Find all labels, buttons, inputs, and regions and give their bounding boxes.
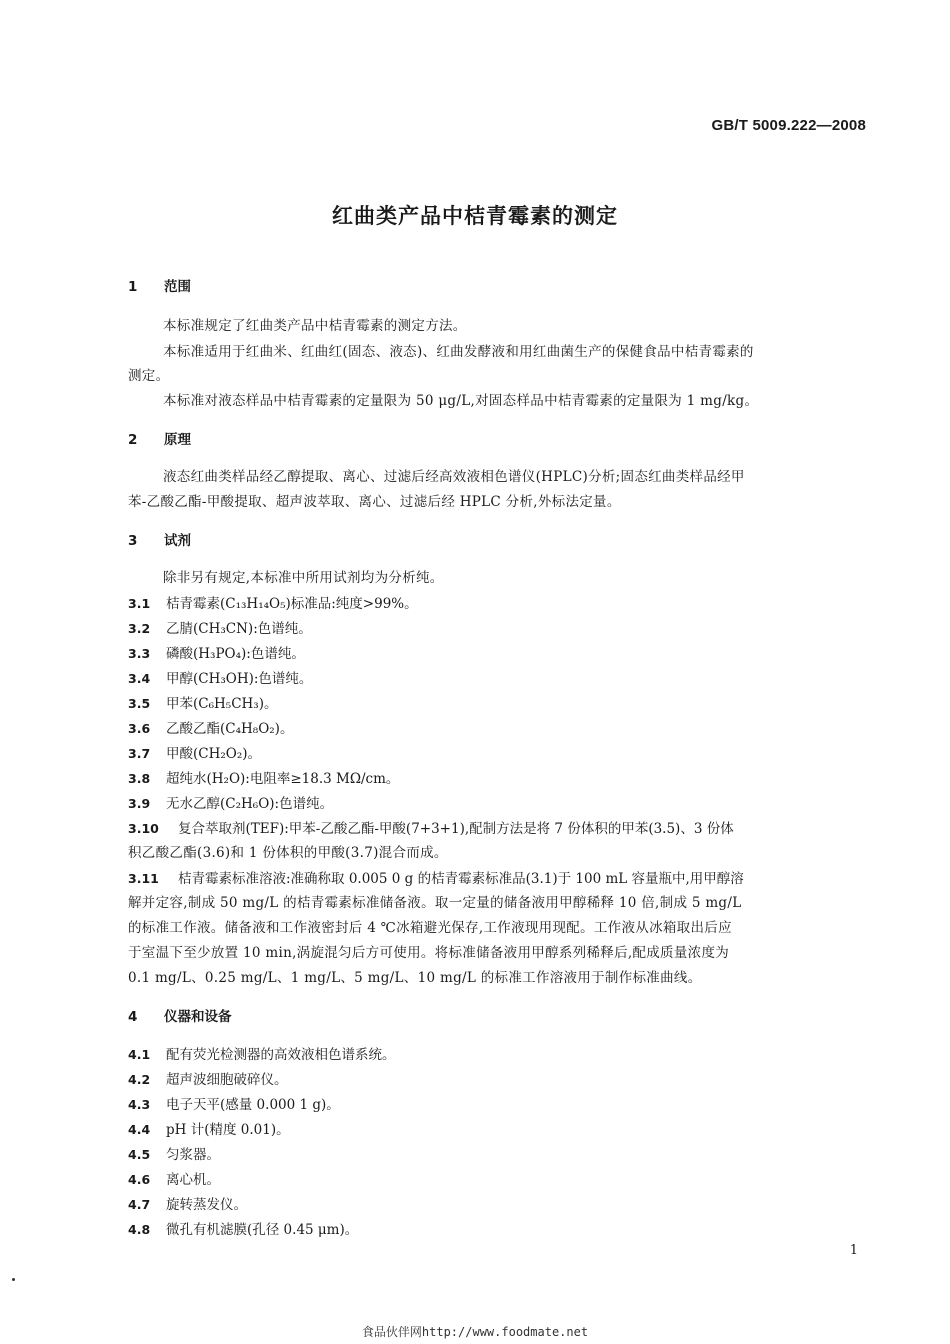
standard-number: GB/T 5009.222—2008: [711, 117, 866, 134]
section-title: 试剂: [164, 533, 191, 549]
list-item-continuation: 的标准工作液。储备液和工作液密封后 4 ℃冰箱避光保存,工作液现用现配。工作液从冰箱取出后应: [128, 920, 732, 936]
document-title: 红曲类产品中桔青霉素的测定: [332, 204, 618, 228]
list-item: 4.4 pH 计(精度 0.01)。: [128, 1122, 290, 1138]
list-item: 3.1 桔青霉素(C₁₃H₁₄O₅)标准品:纯度>99%。: [128, 596, 418, 612]
paragraph: 本标准适用于红曲米、红曲红(固态、液态)、红曲发酵液和用红曲菌生产的保健食品中桔青霉素的: [163, 344, 754, 360]
list-item-continuation: 0.1 mg/L、0.25 mg/L、1 mg/L、5 mg/L、10 mg/L 的标准工作溶液用于制作标准曲线。: [128, 970, 702, 986]
page-number: 1: [849, 1243, 858, 1258]
list-item: 4.8 微孔有机滤膜(孔径 0.45 μm)。: [128, 1222, 359, 1238]
paragraph: 除非另有规定,本标准中所用试剂均为分析纯。: [163, 570, 444, 586]
list-item: 3.7 甲酸(CH₂O₂)。: [128, 746, 262, 762]
list-item: 3.8 超纯水(H₂O):电阻率≥18.3 MΩ/cm。: [128, 771, 400, 787]
list-item-continuation: 解并定容,制成 50 mg/L 的桔青霉素标准储备液。取一定量的储备液用甲醇稀释 10 倍,制成 5 mg/L: [128, 895, 742, 911]
list-item: 4.2 超声波细胞破碎仪。: [128, 1072, 288, 1088]
list-item: 3.5 甲苯(C₆H₅CH₃)。: [128, 696, 278, 712]
section-number: 2: [128, 432, 138, 448]
list-item: 3.4 甲醇(CH₃OH):色谱纯。: [128, 671, 313, 687]
paragraph: 本标准对液态样品中桔青霉素的定量限为 50 μg/L,对固态样品中桔青霉素的定量限为 1 mg/kg。: [163, 393, 759, 409]
list-item: 3.2 乙腈(CH₃CN):色谱纯。: [128, 621, 312, 637]
section-2-heading: [128, 428, 191, 448]
section-title: 范围: [164, 279, 191, 295]
list-item: 4.1 配有荧光检测器的高效液相色谱系统。: [128, 1047, 396, 1063]
footer-watermark: 食品伙伴网http://www.foodmate.net: [361, 1325, 589, 1339]
paragraph: 本标准规定了红曲类产品中桔青霉素的测定方法。: [163, 318, 467, 334]
section-4-heading: [128, 1005, 232, 1025]
list-item: 3.10 复合萃取剂(TEF):甲苯-乙酸乙酯-甲酸(7+3+1),配制方法是将 7 份体积的甲苯(3.5)、3 份体: [128, 821, 734, 837]
paragraph-continuation: 苯-乙酸乙酯-甲酸提取、超声波萃取、离心、过滤后经 HPLC 分析,外标法定量。: [128, 494, 621, 510]
list-item-continuation: 于室温下至少放置 10 min,涡旋混匀后方可使用。将标准储备液用甲醇系列稀释后,配成质量浓度为: [128, 945, 730, 961]
list-item: 4.6 离心机。: [128, 1172, 220, 1188]
list-item: 3.6 乙酸乙酯(C₄H₈O₂)。: [128, 721, 294, 737]
section-number: 1: [128, 279, 138, 295]
list-item: 4.3 电子天平(感量 0.000 1 g)。: [128, 1097, 340, 1113]
section-3-heading: [128, 529, 191, 549]
list-item: 3.9 无水乙醇(C₂H₆O):色谱纯。: [128, 796, 334, 812]
section-number: 3: [128, 533, 138, 549]
list-item: 4.5 匀浆器。: [128, 1147, 220, 1163]
paragraph: 液态红曲类样品经乙醇提取、离心、过滤后经高效液相色谱仪(HPLC)分析;固态红曲类样品经甲: [163, 469, 745, 485]
section-1-heading: [128, 275, 191, 295]
list-item: 4.7 旋转蒸发仪。: [128, 1197, 247, 1213]
scan-speck: [12, 1278, 15, 1281]
paragraph-continuation: 测定。: [128, 368, 170, 384]
section-title: 原理: [164, 432, 191, 448]
section-number: 4: [128, 1009, 138, 1025]
list-item: 3.11 桔青霉素标准溶液:准确称取 0.005 0 g 的桔青霉素标准品(3.1)于 100 mL 容量瓶中,用甲醇溶: [128, 871, 744, 887]
list-item: 3.3 磷酸(H₃PO₄):色谱纯。: [128, 646, 305, 662]
list-item-continuation: 积乙酸乙酯(3.6)和 1 份体积的甲酸(3.7)混合而成。: [128, 845, 448, 861]
section-title: 仪器和设备: [164, 1009, 232, 1025]
